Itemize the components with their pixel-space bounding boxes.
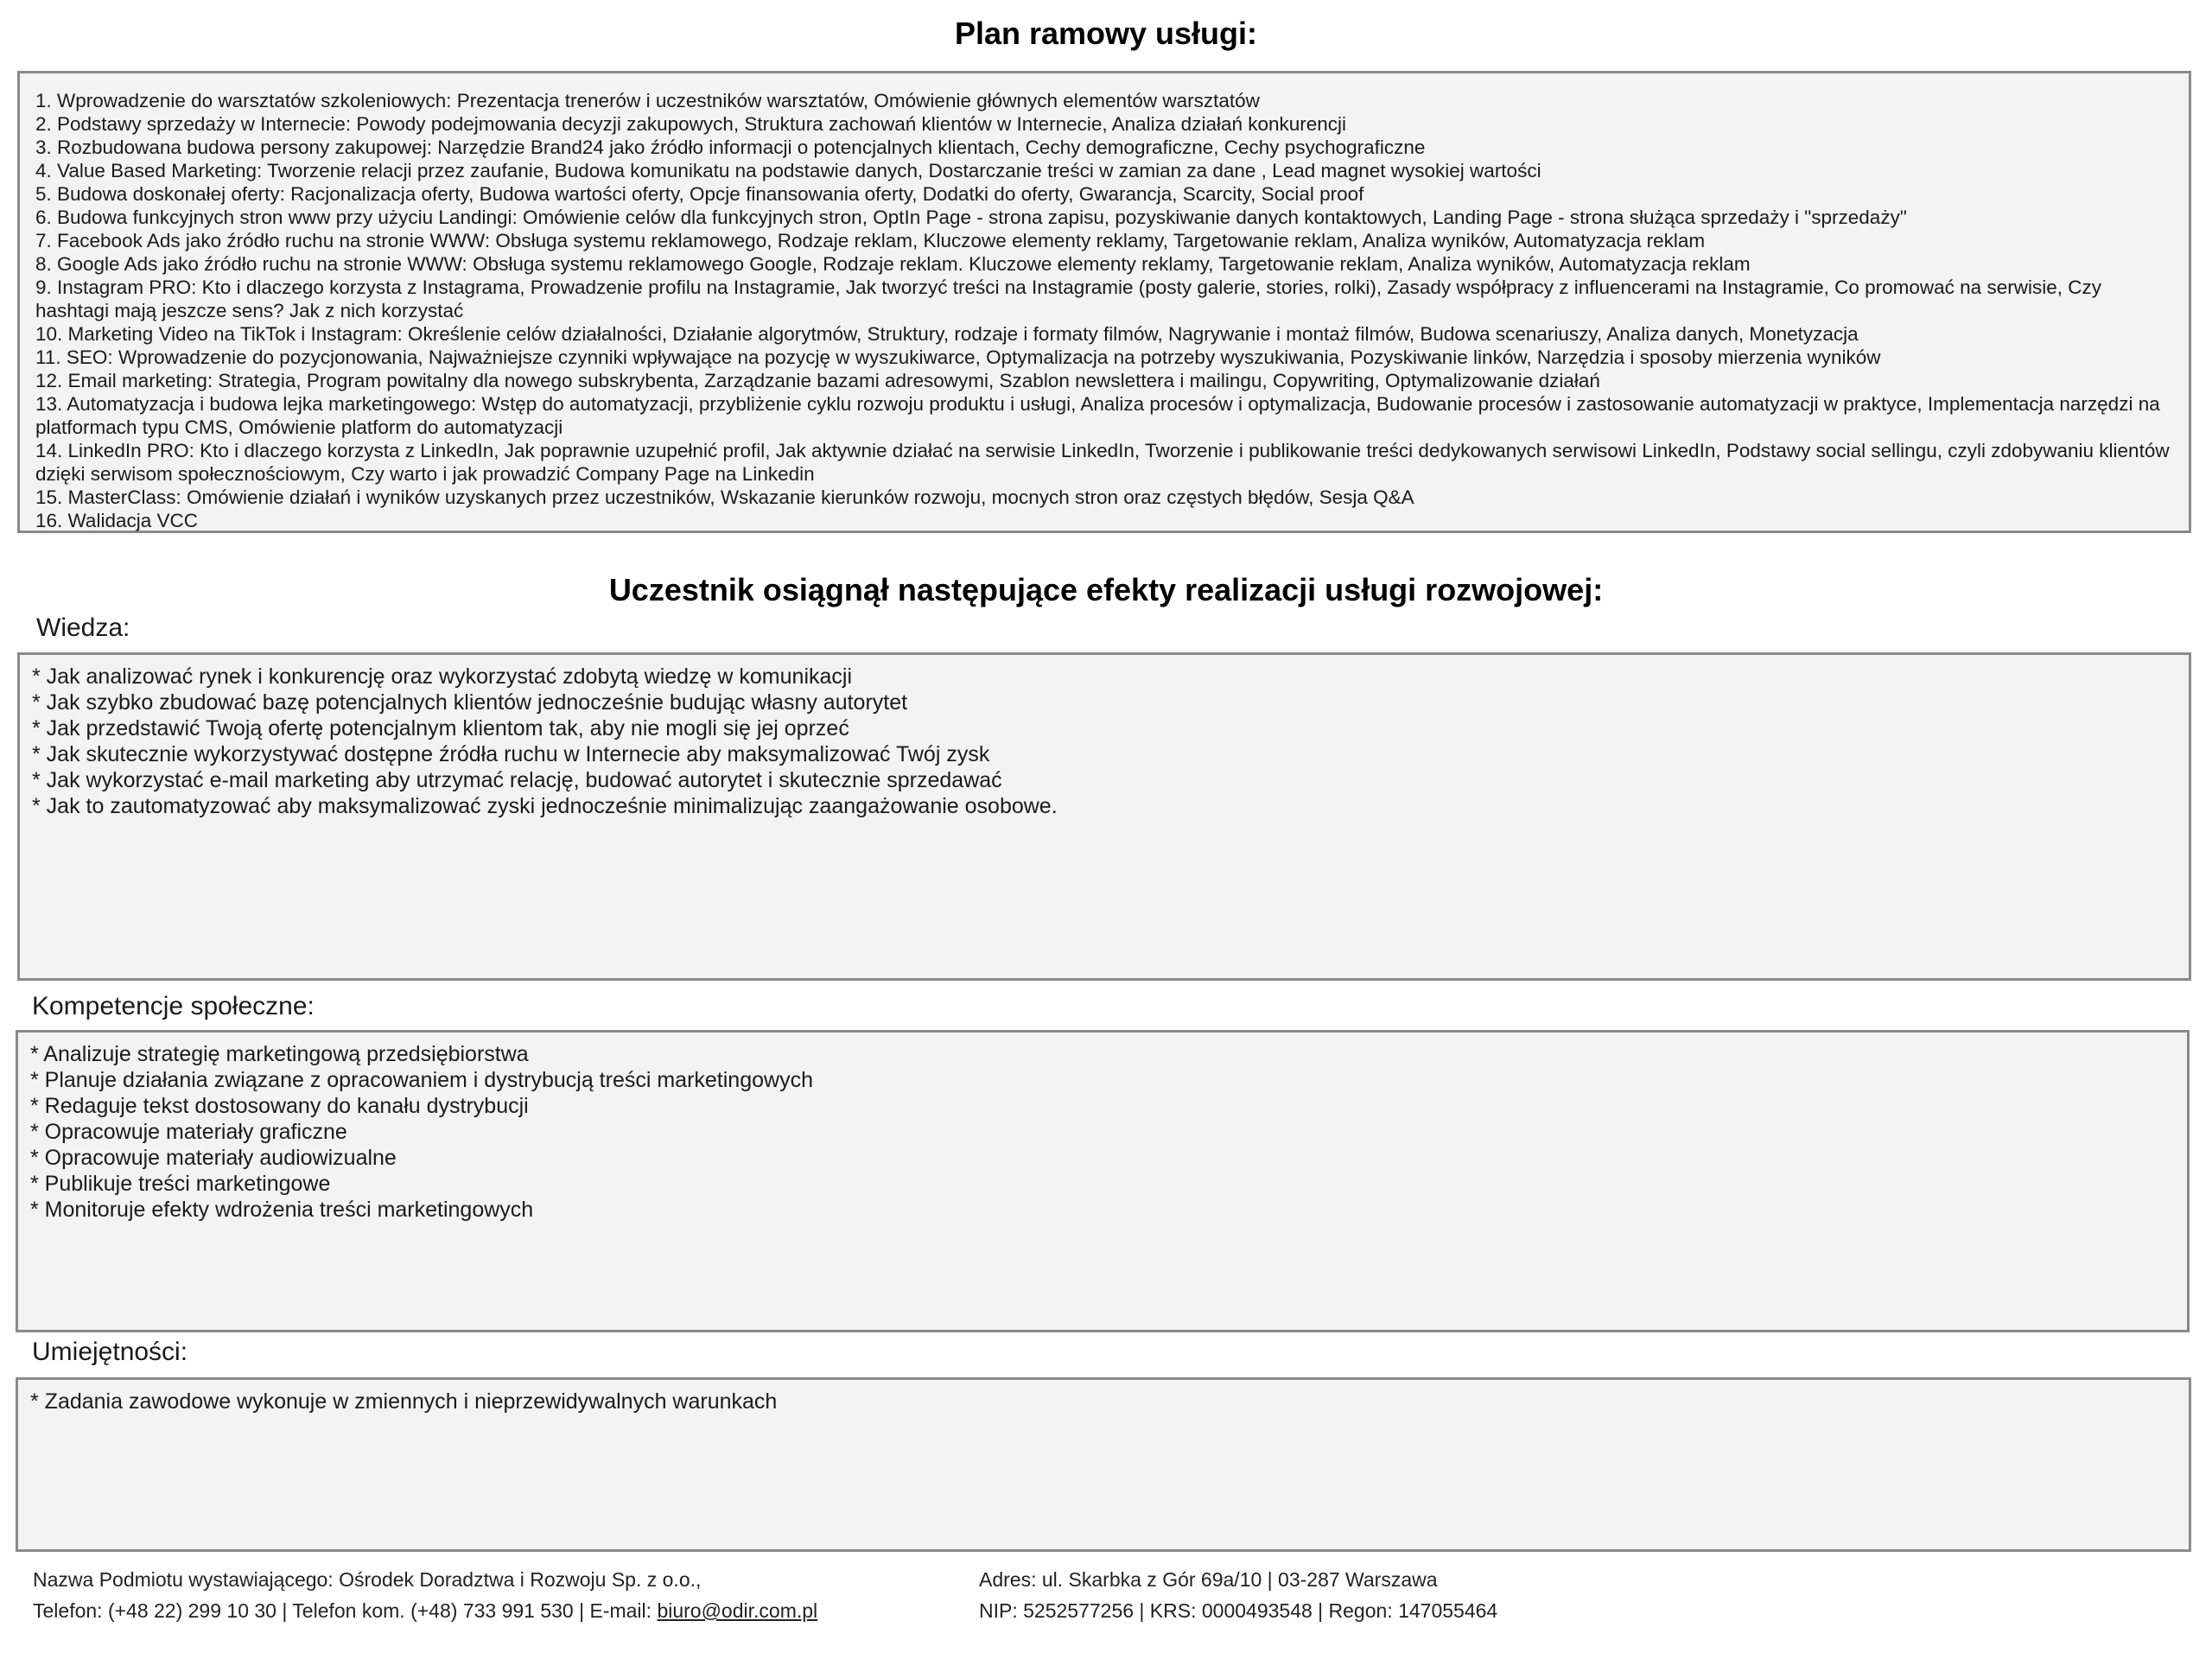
social-competence-item: * Opracowuje materiały graficzne (30, 1120, 347, 1144)
social-competence-item: * Monitoruje efekty wdrożenia treści marketingowych (30, 1198, 534, 1222)
footer-right (979, 1564, 1497, 1626)
plan-item: 8. Google Ads jako źródło ruchu na stronie WWW: Obsługa systemu reklamowego Google, Rodzaje reklam. Kluczowe elementy reklamy, Targetowanie reklam, Analiza wyników, Automatyzacja reklam (35, 253, 1751, 275)
plan-item: 7. Facebook Ads jako źródło ruchu na stronie WWW: Obsługa systemu reklamowego, Rodzaje reklam, Kluczowe elementy reklamy, Targetowanie reklam, Analiza wyników, Automatyzacja reklam (35, 230, 1706, 251)
plan-item: 12. Email marketing: Strategia, Program powitalny dla nowego subskrybenta, Zarządzanie bazami adresowymi, Szablon newslettera i mailingu, Copywriting, Optymalizowanie działań (35, 370, 1600, 391)
phones: Telefon: (+48 22) 299 10 30 | Telefon kom. (+48) 733 991 530 | E-mail: (33, 1599, 658, 1622)
social-competence-item: * Analizuje strategię marketingową przedsiębiorstwa (30, 1042, 529, 1066)
knowledge-label: Wiedza: (36, 613, 130, 642)
knowledge-item: * Jak analizować rynek i konkurencję oraz wykorzystać zdobytą wiedzę w komunikacji (32, 664, 853, 689)
knowledge-item: * Jak wykorzystać e-mail marketing aby utrzymać relację, budować autorytet i skutecznie sprzedawać (32, 768, 1002, 792)
plan-title: Plan ramowy usługi: (954, 16, 1258, 51)
plan-item: 1. Wprowadzenie do warsztatów szkoleniowych: Prezentacja trenerów i uczestników warsztatów, Omówienie głównych elementów warsztatów (35, 90, 1260, 111)
social-competence-box (16, 1030, 2190, 1332)
company-ids: NIP: 5252577256 | KRS: 0000493548 | Regon: 147055464 (979, 1599, 1498, 1622)
social-competence-item: * Opracowuje materiały audiowizualne (30, 1146, 397, 1170)
plan-item: 13. Automatyzacja i budowa lejka marketingowego: Wstęp do automatyzacji, przybliżenie cyklu rozwoju produktu i usługi, Analiza procesów i optymalizacja, Budowanie procesów i zastosowanie automatyzacji w praktyce, Implementacja narzędzi na platformach typu CMS, Omówienie platform do automatyzacji (35, 393, 2160, 438)
contact-line (33, 1595, 817, 1626)
plan-item: 5. Budowa doskonałej oferty: Racjonalizacja oferty, Budowa wartości oferty, Opcje finansowania oferty, Dodatki do oferty, Gwarancja, Scarcity, Social proof (35, 183, 1364, 205)
issuer-name: Nazwa Podmiotu wystawiającego: Ośrodek Doradztwa i Rozwoju Sp. z o.o., (33, 1568, 702, 1591)
knowledge-item: * Jak szybko zbudować bazę potencjalnych klientów jednocześnie budując własny autorytet (32, 690, 908, 715)
social-competence-item: * Publikuje treści marketingowe (30, 1172, 331, 1196)
plan-item: 11. SEO: Wprowadzenie do pozycjonowania, Najważniejsze czynniki wpływające na pozycję w wyszukiwarce, Optymalizacja na potrzeby wyszukiwania, Pozyskiwanie linków, Narzędzia i sposoby mierzenia wyników (35, 346, 1881, 368)
skills-label: Umiejętności: (32, 1338, 188, 1366)
social-competence-item: * Redaguje tekst dostosowany do kanału dystrybucji (30, 1094, 529, 1118)
address: Adres: ul. Skarbka z Gór 69a/10 | 03-287 Warszawa (979, 1568, 1438, 1591)
social-competence-item: * Planuje działania związane z opracowaniem i dystrybucją treści marketingowych (30, 1068, 813, 1092)
plan-item: 15. MasterClass: Omówienie działań i wyników uzyskanych przez uczestników, Wskazanie kierunków rozwoju, mocnych stron oraz częstych błędów, Sesja Q&A (35, 486, 1414, 508)
plan-box (17, 71, 2191, 533)
plan-item: 3. Rozbudowana budowa persony zakupowej: Narzędzie Brand24 jako źródło informacji o potencjalnych klientach, Cechy demograficzne, Cechy psychograficzne (35, 137, 1426, 158)
plan-item: 6. Budowa funkcyjnych stron www przy użyciu Landingi: Omówienie celów dla funkcyjnych stron, OptIn Page - strona zapisu, pozyskiwanie danych kontaktowych, Landing Page - strona służąca sprzedaży i "sprzedaży" (35, 207, 1907, 228)
effects-title: Uczestnik osiągnął następujące efekty realizacji usługi rozwojowej: (608, 572, 1604, 607)
knowledge-item: * Jak skutecznie wykorzystywać dostępne źródła ruchu w Internecie aby maksymalizować Twój zysk (32, 742, 990, 766)
knowledge-box (17, 652, 2191, 981)
plan-item: 4. Value Based Marketing: Tworzenie relacji przez zaufanie, Budowa komunikatu na podstawie danych, Dostarczanie treści w zamian za dane , Lead magnet wysokiej wartości (35, 160, 1541, 181)
social-competence-label: Kompetencje społeczne: (32, 992, 315, 1020)
skill-item: * Zadania zawodowe wykonuje w zmiennych i nieprzewidywalnych warunkach (30, 1389, 778, 1414)
plan-item: 9. Instagram PRO: Kto i dlaczego korzysta z Instagrama, Prowadzenie profilu na Instagramie, Jak tworzyć treści na Instagramie (posty galerie, stories, rolki), Zasady współpracy z influencerami na Instagramie, Co promować na serwisie, Czy hashtagi mają jeszcze sens? Jak z nich korzystać (35, 276, 2101, 321)
knowledge-item: * Jak to zautomatyzować aby maksymalizować zyski jednocześnie minimalizując zaangażowanie osobowe. (32, 794, 1058, 818)
email-link[interactable]: biuro@odir.com.pl (657, 1599, 818, 1622)
plan-item: 16. Walidacja VCC (35, 510, 198, 531)
plan-item: 10. Marketing Video na TikTok i Instagram: Określenie celów działalności, Działanie algorytmów, Struktury, rodzaje i formaty filmów, Nagrywanie i montaż filmów, Budowa scenariuszy, Analiza danych, Monetyzacja (35, 323, 1859, 345)
footer-left (33, 1564, 817, 1626)
plan-item: 2. Podstawy sprzedaży w Internecie: Powody podejmowania decyzji zakupowych, Struktura zachowań klientów w Internecie, Analiza działań konkurencji (35, 113, 1347, 135)
knowledge-item: * Jak przedstawić Twoją ofertę potencjalnym klientom tak, aby nie mogli się jej oprzeć (32, 716, 849, 741)
plan-item: 14. LinkedIn PRO: Kto i dlaczego korzysta z LinkedIn, Jak poprawnie uzupełnić profil, Jak aktywnie działać na serwisie LinkedIn, Tworzenie i publikowanie treści dedykowanych serwisowi LinkedIn, Podstawy social sellingu, czyli zdobywaniu klientów dzięki serwisom społecznościowym, Czy warto i jak prowadzić Company Page na Linkedin (35, 440, 2170, 485)
skills-box (16, 1377, 2191, 1552)
